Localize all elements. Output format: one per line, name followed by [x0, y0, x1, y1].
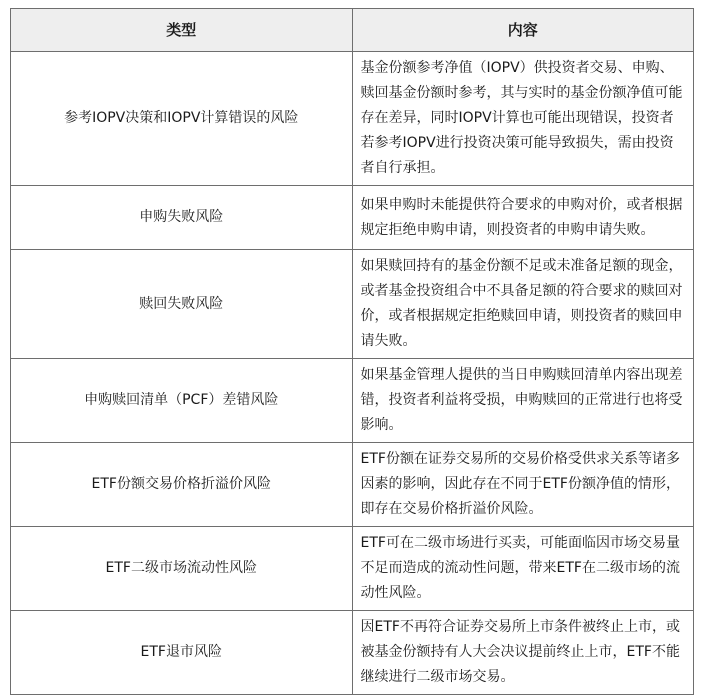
risk-content-cell: ETF份额在证券交易所的交易价格受供求关系等诸多因素的影响，因此存在不同于ETF份额净值的情形，即存在交易价格折溢价风险。 [352, 443, 694, 527]
table-row [11, 359, 694, 443]
risk-content-cell: ETF可在二级市场进行买卖，可能面临因市场交易量不足而造成的流动性问题，带来ETF在二级市场的流动性风险。 [352, 527, 694, 611]
risk-content-cell: 因ETF不再符合证券交易所上市条件被终止上市，或被基金份额持有人大会决议提前终止上市，ETF不能继续进行二级市场交易。 [352, 611, 694, 695]
header-type: 类型 [11, 9, 353, 52]
risk-content-cell: 如果申购时未能提供符合要求的申购对价，或者根据规定拒绝申购申请，则投资者的申购申请失败。 [352, 186, 694, 250]
risk-type-cell: ETF份额交易价格折溢价风险 [11, 443, 353, 527]
table-row [11, 443, 694, 527]
risk-content-cell: 如果基金管理人提供的当日申购赎回清单内容出现差错，投资者利益将受损，申购赎回的正常进行也将受影响。 [352, 359, 694, 443]
table-row [11, 611, 694, 695]
risk-type-cell: 申购失败风险 [11, 186, 353, 250]
table-row [11, 250, 694, 359]
risk-type-cell: 赎回失败风险 [11, 250, 353, 359]
risk-type-cell: ETF二级市场流动性风险 [11, 527, 353, 611]
risk-table-container [10, 8, 694, 695]
risk-content-cell: 基金份额参考净值（IOPV）供投资者交易、申购、赎回基金份额时参考，其与实时的基金份额净值可能存在差异，同时IOPV计算也可能出现错误，投资者若参考IOPV进行投资决策可能导致损失，需由投资者自行承担。 [352, 52, 694, 186]
risk-table [10, 8, 694, 695]
risk-type-cell: 参考IOPV决策和IOPV计算错误的风险 [11, 52, 353, 186]
table-row [11, 186, 694, 250]
table-header-row [11, 9, 694, 52]
table-row [11, 52, 694, 186]
risk-type-cell: 申购赎回清单（PCF）差错风险 [11, 359, 353, 443]
table-row [11, 527, 694, 611]
risk-content-cell: 如果赎回持有的基金份额不足或未准备足额的现金，或者基金投资组合中不具备足额的符合要求的赎回对价，或者根据规定拒绝赎回申请，则投资者的赎回申请失败。 [352, 250, 694, 359]
header-content: 内容 [352, 9, 694, 52]
risk-type-cell: ETF退市风险 [11, 611, 353, 695]
